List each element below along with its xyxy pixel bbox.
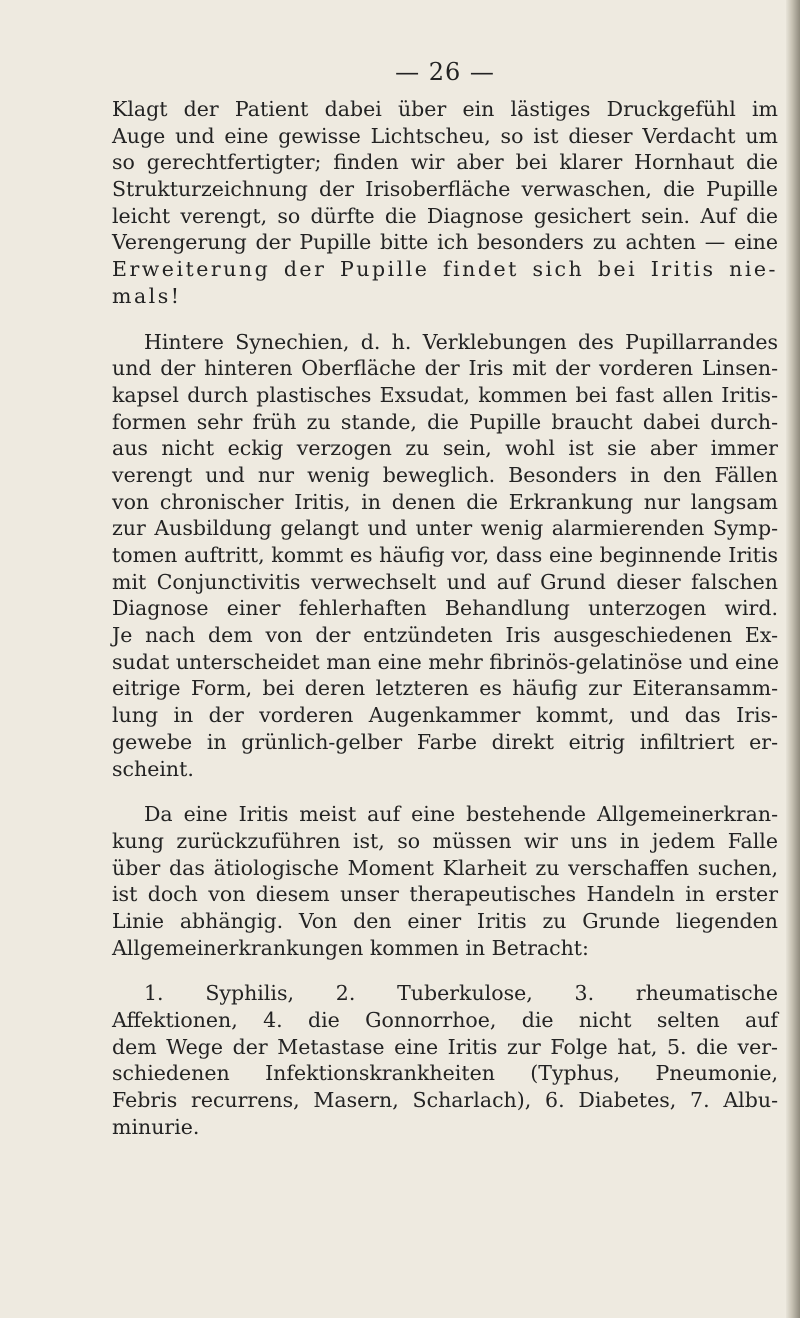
text-line: schiedenen Infektionskrankheiten (Typhus, Pneumonie,: [112, 1061, 778, 1086]
text-line: Klagt der Patient dabei über ein lästiges Druckgefühl im: [112, 97, 778, 121]
text-line: gewebe in grünlich-gelber Farbe direkt eitrig infiltriert er-: [112, 729, 778, 754]
text-line: kung zurückzuführen ist, so müssen wir uns in jedem Falle: [112, 828, 778, 853]
paragraph-2: [112, 329, 778, 783]
text-line: kapsel durch plastisches Exsudat, kommen bei fast allen Iritis-: [112, 382, 778, 407]
text-line: 1. Syphilis, 2. Tuberkulose, 3. rheumatische: [144, 981, 778, 1006]
text-line: aus nicht eckig verzogen zu sein, wohl ist sie aber immer: [112, 436, 778, 461]
text-line: leicht verengt, so dürfte die Diagnose gesichert sein. Auf die: [112, 203, 778, 228]
text-line: Affektionen, 4. die Gonnorrhoe, die nicht selten auf: [112, 1008, 778, 1032]
paragraph-4: [112, 980, 778, 1140]
text-line: über das ätiologische Moment Klarheit zu verschaffen suchen,: [112, 855, 778, 880]
text-line: so gerechtfertigter; finden wir aber bei klarer Hornhaut die: [112, 150, 778, 175]
text-line-spaced: mals!: [112, 283, 182, 308]
text-line: lung in der vorderen Augenkammer kommt, und das Iris-: [112, 703, 778, 728]
text-line: scheint.: [112, 756, 194, 781]
text-line: Diagnose einer fehlerhaften Behandlung unterzogen wird.: [112, 596, 778, 621]
text-line: mit Conjunctivitis verwechselt und auf Grund dieser falschen: [112, 569, 778, 594]
page-number: — 26 —: [395, 58, 495, 86]
text-line: dem Wege der Metastase eine Iritis zur Folge hat, 5. die ver-: [112, 1034, 778, 1059]
text-line: Febris recurrens, Masern, Scharlach), 6. Diabetes, 7. Albu-: [112, 1088, 778, 1113]
page-edge-shadow: [786, 0, 800, 1318]
text-line: Auge und eine gewisse Lichtscheu, so ist dieser Verdacht um: [112, 123, 778, 148]
text-line: sudat unterscheidet man eine mehr fibrinös-gelatinöse und eine: [112, 649, 780, 674]
book-page: [112, 58, 778, 1140]
text-line: minurie.: [112, 1114, 200, 1139]
text-line: von chronischer Iritis, in denen die Erkrankung nur langsam: [112, 489, 778, 514]
text-line: Verengerung der Pupille bitte ich besonders zu achten — eine: [112, 230, 778, 255]
text-line: verengt und nur wenig beweglich. Besonders in den Fällen: [112, 462, 778, 487]
text-line: und der hinteren Oberfläche der Iris mit der vorderen Linsen-: [112, 356, 778, 381]
text-line: tomen auftritt, kommt es häufig vor, dass eine beginnende Iritis: [112, 543, 778, 567]
paragraph-3: [112, 801, 778, 961]
text-line: Je nach dem von der entzündeten Iris ausgeschiedenen Ex-: [112, 623, 778, 648]
text-line: Linie abhängig. Von den einer Iritis zu Grunde liegenden: [112, 908, 778, 933]
text-line: zur Ausbildung gelangt und unter wenig alarmierenden Symp-: [112, 516, 778, 541]
text-line: Allgemeinerkrankungen kommen in Betracht:: [112, 935, 589, 960]
text-line: formen sehr früh zu stande, die Pupille braucht dabei durch-: [112, 409, 778, 434]
text-line: Da eine Iritis meist auf eine bestehende Allgemeinerkran-: [144, 802, 778, 827]
text-line: ist doch von diesem unser therapeutisches Handeln in erster: [112, 882, 778, 907]
text-line: eitrige Form, bei deren letzteren es häufig zur Eiteransamm-: [112, 676, 778, 701]
paragraph-1: [112, 96, 778, 310]
text-line: Strukturzeichnung der Irisoberfläche verwaschen, die Pupille: [112, 177, 778, 202]
text-line-spaced: Erweiterung der Pupille findet sich bei Iritis nie-: [112, 257, 778, 282]
text-line: Hintere Synechien, d. h. Verklebungen des Pupillarrandes: [144, 329, 778, 354]
